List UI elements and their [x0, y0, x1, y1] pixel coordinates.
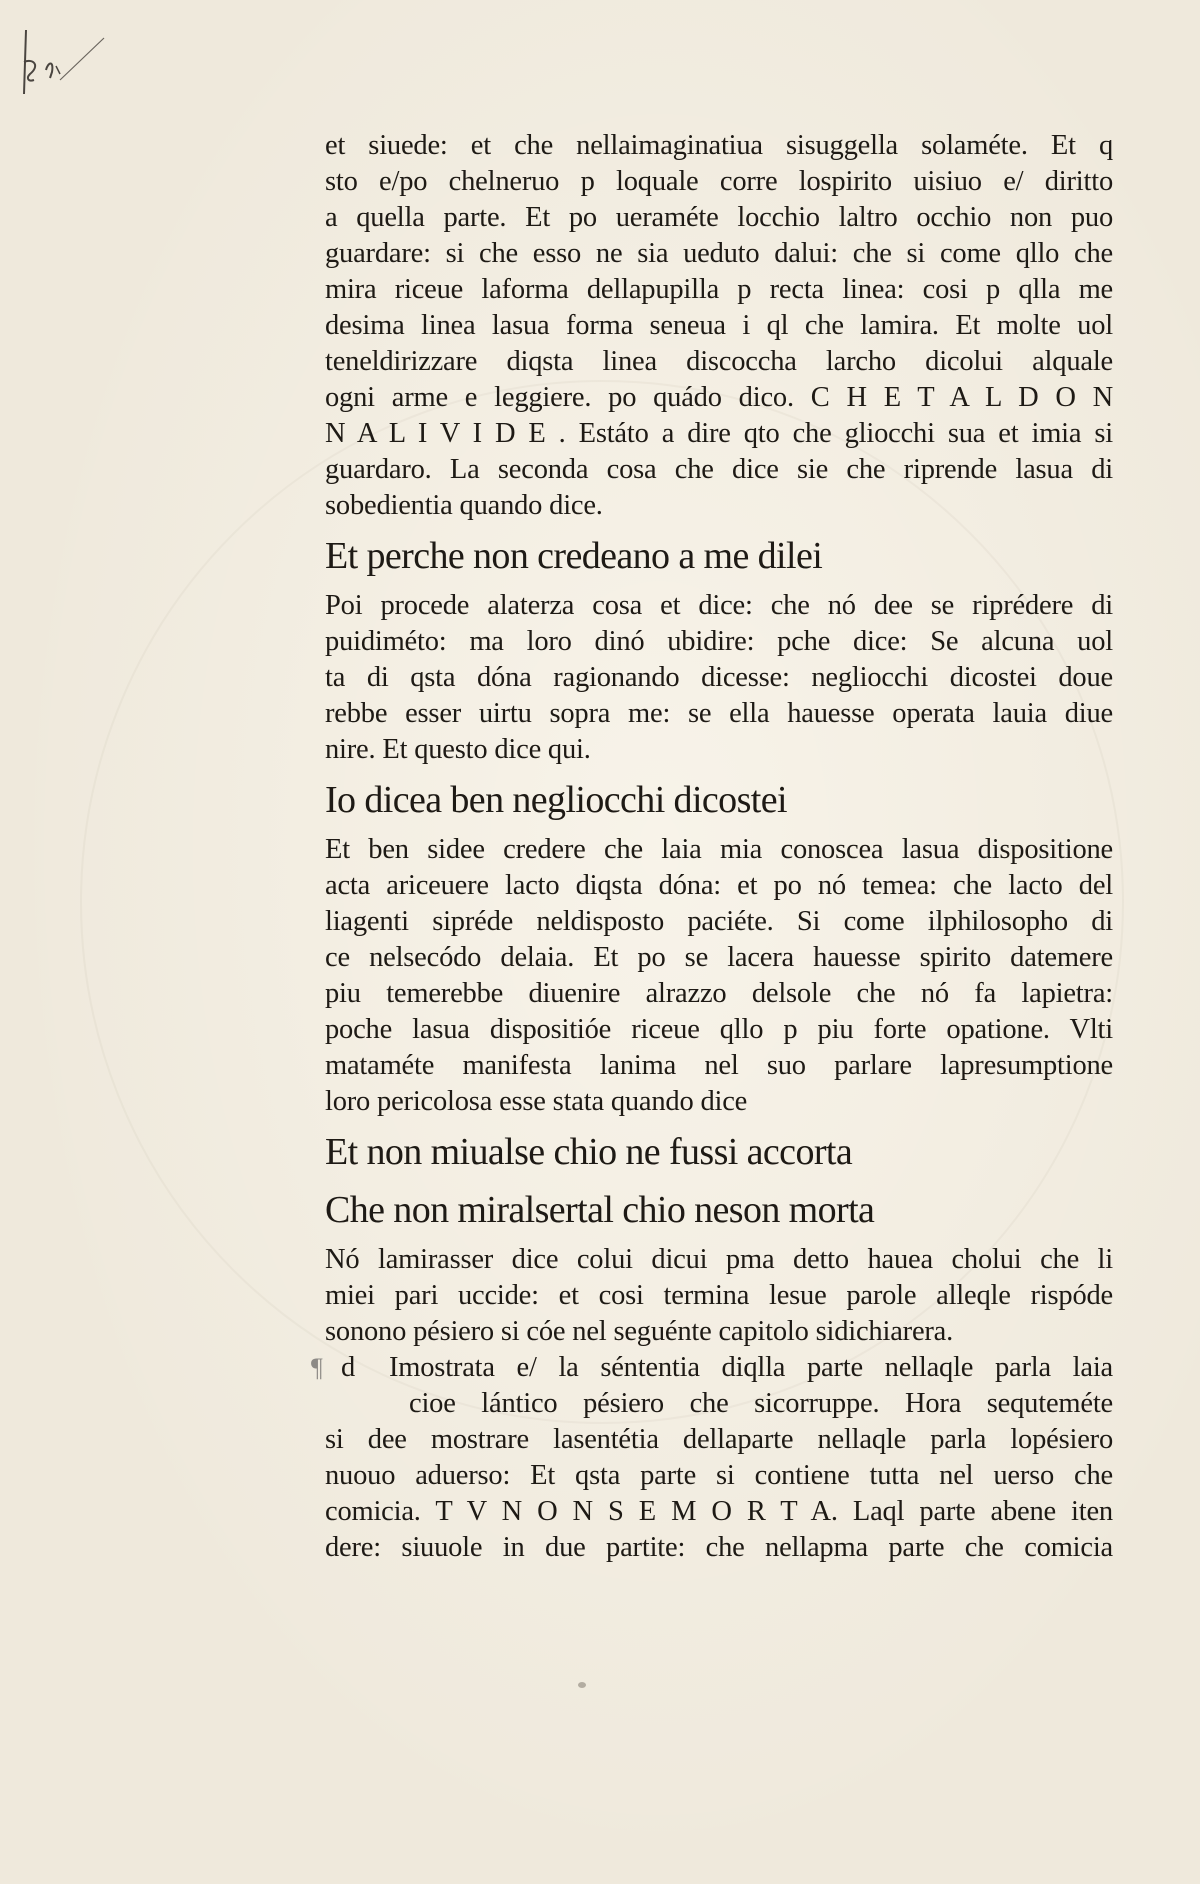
text-line: Nó lamirasser dice colui dicui pma detto hauea cholui che li [325, 1244, 1113, 1275]
text-line: acta ariceuere lacto diqsta dóna: et po nó temea: che lacto del [325, 870, 1113, 901]
text-span: Imostrata e/ la séntentia diqlla parte nellaqle parla laia [389, 1352, 1113, 1383]
text-line: Poi procede alaterza cosa et dice: che nó dee se riprédere di [325, 590, 1113, 621]
text-line: puidiméto: ma loro dinó ubidire: pche dice: Se alcuna uol [325, 626, 1113, 657]
text-line: piu temerebbe diuenire alrazzo delsole che nó fa lapietra: [325, 978, 1113, 1009]
text-line: mataméte manifesta lanima nel suo parlare lapresumptione [325, 1050, 1113, 1081]
text-line: N A L I V I D E . Estáto a dire qto che gliocchi sua et imia si [325, 418, 1113, 449]
verse-heading: Et perche non credeano a me dilei [325, 535, 823, 577]
text-line: comicia. T V N O N S E M O R T A. Laql parte abene iten [325, 1496, 1113, 1527]
text-line: guardaro. La seconda cosa che dice sie che riprende lasua di [325, 454, 1113, 485]
text-line: poche lasua dispositióe riceue qllo p piu forte opatione. Vlti [325, 1014, 1113, 1045]
paragraph-4 [325, 1242, 1113, 1350]
handwritten-folio-mark [20, 22, 110, 112]
verse-heading: Io dicea ben negliocchi dicostei [325, 779, 787, 821]
verse-heading: Et non miualse chio ne fussi accorta [325, 1131, 853, 1173]
initial-letter: d [341, 1352, 356, 1383]
folio-annotation [20, 22, 110, 112]
text-line: desima linea lasua forma seneua i ql che lamira. Et molte uol [325, 310, 1113, 341]
paragraph-marker: ¶ [311, 1353, 323, 1382]
paragraph-1 [325, 128, 1113, 524]
paragraph-3 [325, 832, 1113, 1120]
text-line: loro pericolosa esse stata quando dice [325, 1086, 748, 1117]
text-line: guardare: si che esso ne sia ueduto dalui: che si come qllo che [325, 238, 1113, 269]
text-line: liagenti sipréde neldisposto paciéte. Si come ilphilosopho di [325, 906, 1113, 937]
text-line: ce nelsecódo delaia. Et po se lacera hauesse spirito datemere [325, 942, 1113, 973]
text-line-with-initial [311, 1350, 1113, 1386]
paragraph-2 [325, 588, 1113, 768]
text-line: ta di qsta dóna ragionando dicesse: negliocchi dicostei doue [325, 662, 1113, 693]
text-line: cioe lántico pésiero che sicorruppe. Hora sequteméte [409, 1388, 1113, 1419]
text-line: mira riceue laforma dellapupilla p recta linea: cosi p qlla me [325, 274, 1113, 305]
verse-heading: Che non miralsertal chio neson morta [325, 1189, 875, 1231]
text-line: a quella parte. Et po ueraméte locchio laltro occhio non puo [325, 202, 1113, 233]
text-line: Et ben sidee credere che laia mia conoscea lasua dispositione [325, 834, 1113, 865]
paragraph-5 [311, 1350, 1113, 1566]
text-line: nuouo aduerso: Et qsta parte si contiene tutta nel uerso che [325, 1460, 1113, 1491]
text-line: si dee mostrare lasentétia dellaparte nellaqle parla lopésiero [325, 1424, 1113, 1455]
text-line: ogni arme e leggiere. po quádo dico. C H E T A L D O N [325, 382, 1113, 413]
text-line: sobedientia quando dice. [325, 490, 603, 521]
text-line: sonono pésiero si cóe nel seguénte capitolo sidichiarera. [325, 1316, 954, 1347]
text-line: et siuede: et che nellaimaginatiua sisuggella solaméte. Et q [325, 130, 1113, 161]
text-line: rebbe esser uirtu sopra me: se ella hauesse operata lauia diue [325, 698, 1113, 729]
text-line: miei pari uccide: et cosi termina lesue parole alleqle rispóde [325, 1280, 1113, 1311]
text-column [311, 128, 1113, 1566]
text-line: teneldirizzare diqsta linea discoccha larcho dicolui alquale [325, 346, 1113, 377]
text-line: nire. Et questo dice qui. [325, 734, 591, 765]
text-line: sto e/po chelneruo p loquale corre lospirito uisiuo e/ diritto [325, 166, 1113, 197]
text-line: dere: siuuole in due partite: che nellapma parte che comicia [325, 1532, 1113, 1563]
ink-smudge [578, 1682, 586, 1688]
